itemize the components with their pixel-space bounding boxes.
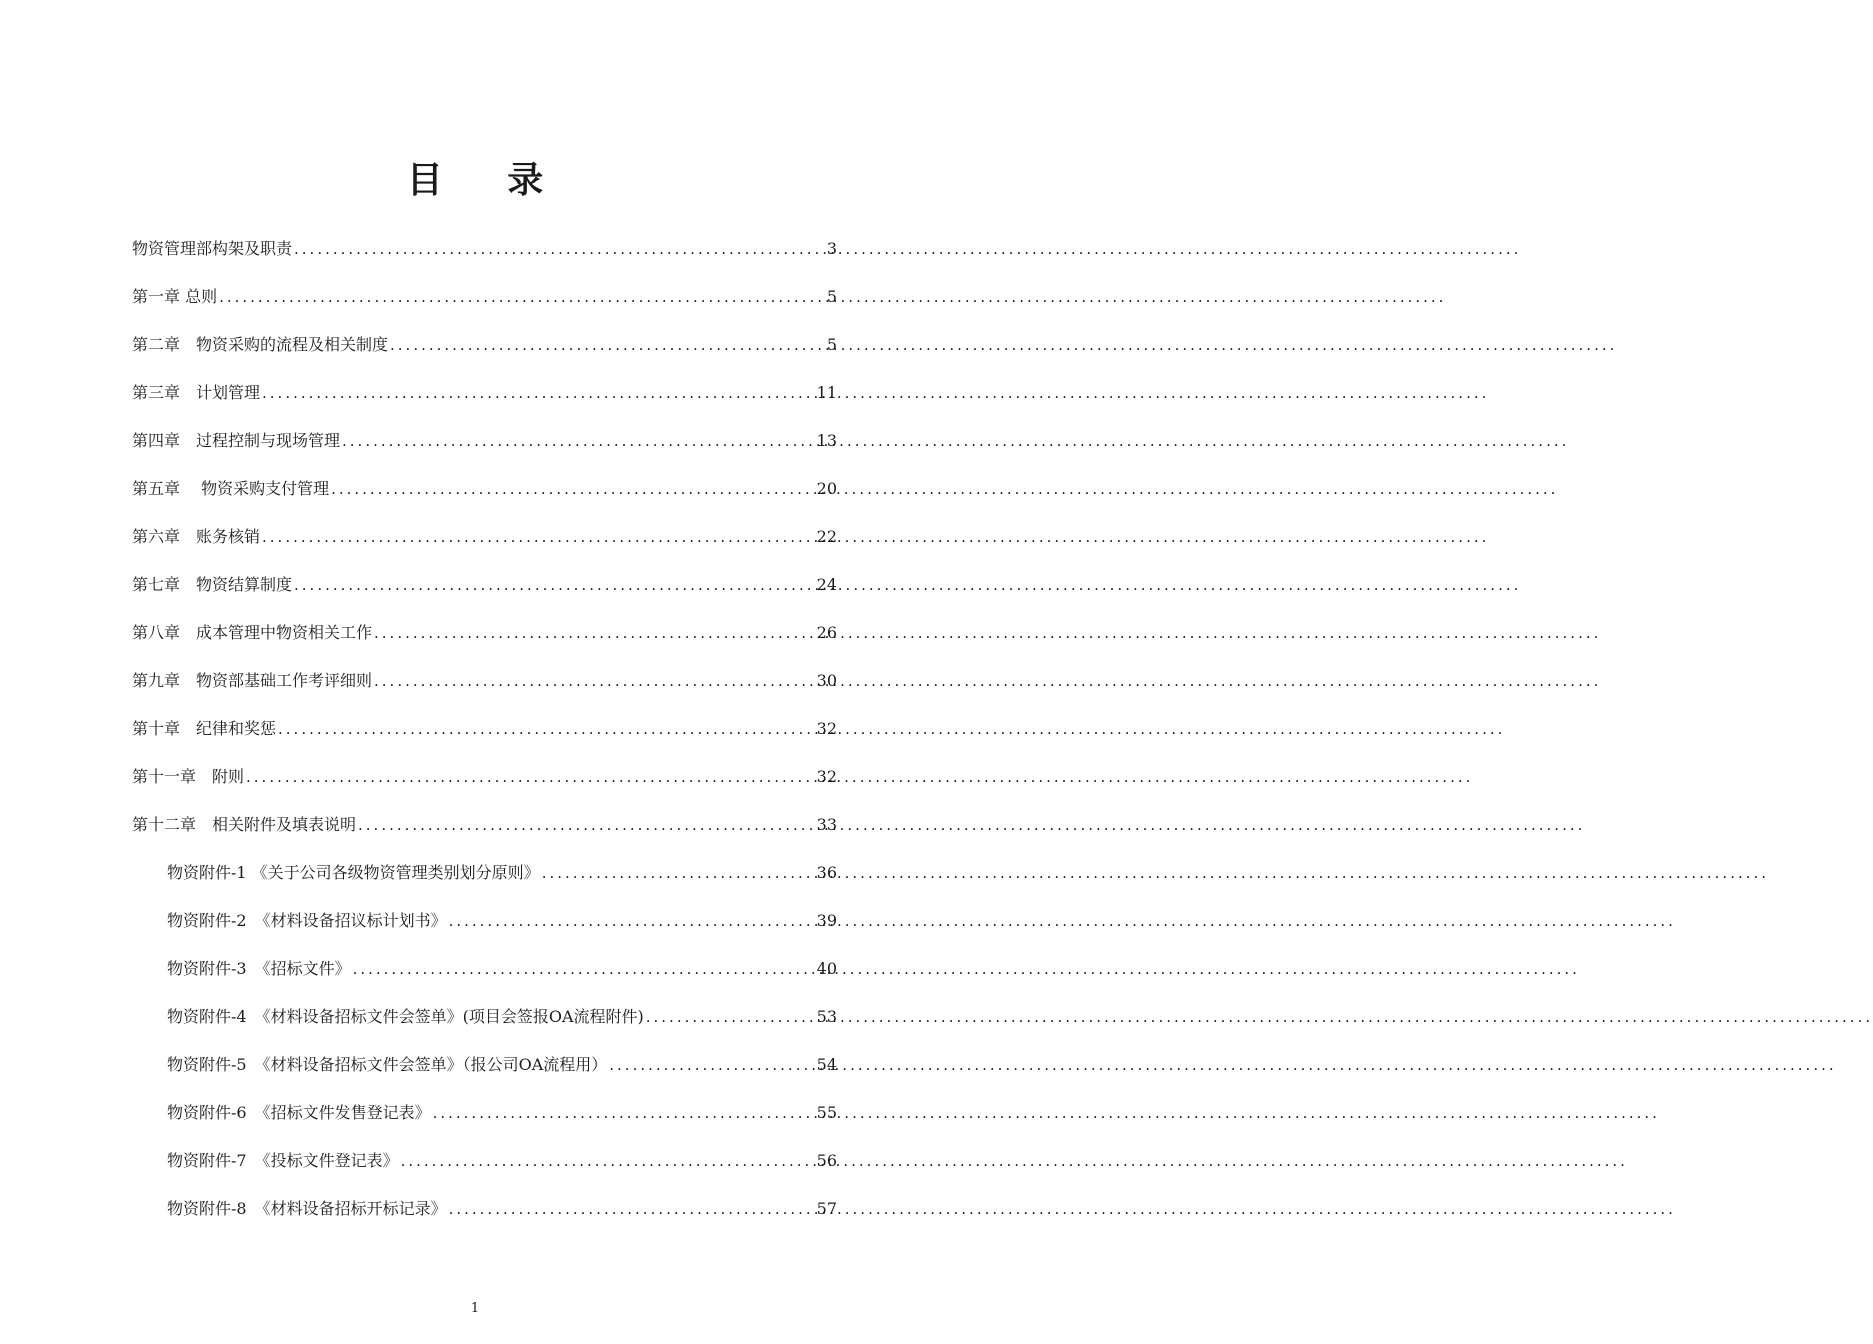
toc-dot-leader [278,712,815,746]
toc-entry-label: 第一章 总则 [132,287,218,306]
toc-entry-label: 第二章 物资采购的流程及相关制度 [132,335,389,354]
toc-entry-label: 第五章 物资采购支付管理 [132,479,330,498]
toc-entry-label: 第十一章 附则 [132,767,245,786]
toc-entry[interactable] [132,664,837,712]
toc-dot-leader [262,376,815,410]
toc-entry-label: 物资附件-1 《关于公司各级物资管理类别划分原则》 [167,863,540,882]
toc-entry[interactable] [132,328,837,376]
toc-entry-label: 物资管理部构架及职责 [132,239,293,258]
toc-dot-leader [433,1096,815,1130]
toc-entry-label: 物资附件-3 《招标文件》 [167,959,351,978]
toc-entry-label: 物资附件-7 《投标文件登记表》 [167,1151,399,1170]
toc-entry-page: 40 [816,959,837,978]
toc-entry[interactable] [132,568,837,616]
toc-subentry[interactable] [132,1192,837,1240]
toc-subentry[interactable] [132,1144,837,1192]
toc-entry-page: 32 [816,719,837,738]
toc-entry-page: 36 [816,863,837,882]
toc-entry-label: 物资附件-2 《材料设备招议标计划书》 [167,911,447,930]
toc-subentry[interactable] [132,1096,837,1144]
toc-dot-leader [449,1192,815,1226]
table-of-contents [132,232,837,1240]
toc-entry-page: 32 [816,767,837,786]
toc-entry[interactable] [132,376,837,424]
toc-entry-page: 13 [816,431,837,450]
toc-entry-label: 物资附件-8 《材料设备招标开标记录》 [167,1199,447,1218]
toc-dot-leader [374,664,815,698]
toc-entry[interactable] [132,232,837,280]
toc-entry-page: 57 [816,1199,837,1218]
toc-entry[interactable] [132,712,837,760]
toc-entry-page: 54 [816,1055,837,1074]
toc-entry[interactable] [132,760,837,808]
toc-entry-page: 56 [816,1151,837,1170]
toc-entry-page: 26 [816,623,837,642]
toc-entry-page: 20 [816,479,837,498]
toc-dot-leader [294,232,825,266]
toc-entry-page: 30 [816,671,837,690]
toc-entry-label: 第六章 账务核销 [132,527,261,546]
toc-entry[interactable] [132,280,837,328]
page-number: 1 [470,1301,480,1316]
toc-entry-page: 53 [816,1007,837,1026]
toc-dot-leader [342,424,815,458]
toc-entry-page: 11 [816,383,837,402]
toc-entry-page: 22 [816,527,837,546]
toc-entry-page: 5 [826,287,837,306]
toc-entry-label: 第十章 纪律和奖惩 [132,719,277,738]
toc-entry-label: 第八章 成本管理中物资相关工作 [132,623,373,642]
toc-dot-leader [449,904,815,938]
toc-dot-leader [390,328,825,362]
toc-subentry[interactable] [132,904,837,952]
toc-entry-label: 第九章 物资部基础工作考评细则 [132,671,373,690]
toc-entry-label: 第三章 计划管理 [132,383,261,402]
page-title: 目 录 [406,159,570,201]
toc-subentry[interactable] [132,1048,837,1096]
toc-dot-leader [609,1048,814,1082]
toc-entry-label: 物资附件-6 《招标文件发售登记表》 [167,1103,431,1122]
toc-dot-leader [358,808,815,842]
toc-dot-leader [262,520,815,554]
toc-entry-page: 24 [816,575,837,594]
toc-entry-label: 物资附件-5 《材料设备招标文件会签单》（报公司OA流程用） [167,1055,608,1074]
toc-entry[interactable] [132,808,837,856]
toc-subentry[interactable] [132,1000,837,1048]
toc-entry[interactable] [132,520,837,568]
toc-entry-label: 第十二章 相关附件及填表说明 [132,815,357,834]
toc-entry[interactable] [132,616,837,664]
toc-entry-label: 第四章 过程控制与现场管理 [132,431,341,450]
toc-entry-page: 5 [826,335,837,354]
toc-entry-label: 物资附件-4 《材料设备招标文件会签单》(项目会签报OA流程附件) [167,1007,644,1026]
toc-dot-leader [542,856,815,890]
toc-dot-leader [246,760,815,794]
toc-dot-leader [646,1000,815,1034]
toc-dot-leader [219,280,825,314]
toc-entry-page: 33 [816,815,837,834]
toc-subentry[interactable] [132,952,837,1000]
toc-entry-page: 55 [816,1103,837,1122]
toc-entry-page: 3 [826,239,837,258]
toc-entry[interactable] [132,424,837,472]
toc-dot-leader [374,616,815,650]
toc-subentry[interactable] [132,856,837,904]
toc-entry[interactable] [132,472,837,520]
toc-dot-leader [294,568,815,602]
toc-dot-leader [353,952,815,986]
toc-entry-label: 第七章 物资结算制度 [132,575,293,594]
toc-dot-leader [331,472,815,506]
toc-dot-leader [401,1144,815,1178]
toc-entry-page: 39 [816,911,837,930]
